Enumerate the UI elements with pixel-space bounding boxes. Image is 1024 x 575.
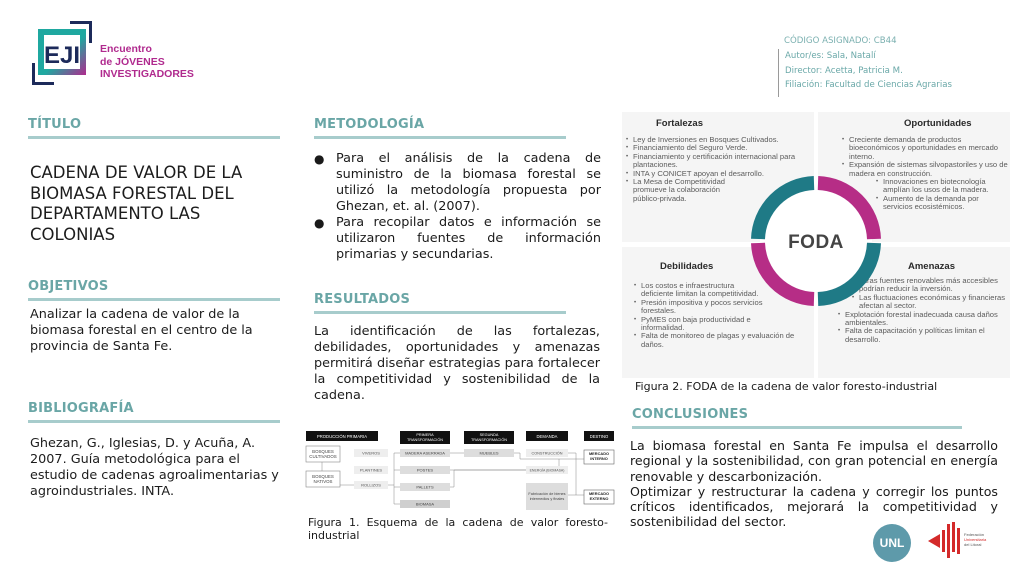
figure1-caption: Figura 1. Esquema de la cadena de valor foresto-industrial [308,516,608,542]
figure2-caption: Figura 2. FODA de la cadena de valor foresto-industrial [635,380,938,393]
fortalezas-title: Fortalezas [656,118,703,129]
header-primera: PRIMERA TRANSFORMACIÓN [406,432,444,442]
header-destino: DESTINO [589,434,609,439]
fortalezas-item: • Financiamiento y certificación internacional para plantaciones. [626,153,811,170]
affiliation: Filiación: Facultad de Ciencias Agrarias [785,80,952,90]
resultados-text: La identificación de las fortalezas, debilidades, oportunidades y amenazas permitirá diseñar estrategias para fortalecer la competitividad y sostenibilidad de la cadena. [314,324,600,403]
conclusiones-paragraph: Optimizar y restructurar la cadena y corregir los puntos críticos identificados, mejorará la competitividad y sostenibilidad del sector. [630,483,998,530]
value-chain-diagram [304,429,616,515]
ful-line: del Litoral [964,542,982,547]
eji-logo-lettering: EJI [43,42,81,69]
demand-fabricacion: Fabricación de bienes intermedios y finales [528,491,566,501]
source-nativos: BOSQUES NATIVOS [312,473,334,484]
ful-logo-mark [926,520,996,562]
amenazas-item: • Falta de capacitación y políticas limitan el desarrollo. [838,327,1008,344]
eji-logo-mark [30,19,96,85]
amenazas-item: • Explotación forestal inadecuada causa daños ambientales. [838,311,1008,328]
fortalezas-item: • INTA y CONICET apoyan el desarrollo. [626,170,811,178]
fortalezas-item: • Financiamiento del Seguro Verde. [626,144,811,152]
logo-line: Encuentro [100,43,152,55]
dest-interno: MERCADO INTERNO [588,451,610,461]
bibliografia-heading: BIBLIOGRAFÍA [28,401,280,423]
amenazas-item: • Otras fuentes renovables más accesibles podrían reducir la inversión. [852,277,1008,294]
debilidades-item: • PyMES con baja productividad e informalidad. [634,316,774,333]
metodologia-item: ● Para el análisis de la cadena de suministro de la biomasa forestal se utilizó la metodología propuesta por Ghezan, et. al. (2007). [314,151,601,214]
author: Autor/es: Sala, Natalí [785,51,876,61]
foda-center-label: FODA [788,232,844,253]
oportunidades-item: • Creciente demanda de productos bioeconómicos y oportunidades en mercado interno. [842,136,1008,161]
bullet-icon: ● [314,216,325,230]
conclusiones-paragraph: La biomasa forestal en Santa Fe impulsa el desarrollo regional y la sostenibilidad, con gran potencial en energía renovable y descarbonización. [630,438,998,484]
primary-plantines: PLANTINES [359,467,383,473]
conclusiones-text [630,438,998,530]
eji-logo-text [100,43,194,81]
fortalezas-item: • Ley de Inversiones en Bosques Cultivados. [626,136,811,144]
logo-line: de JÓVENES [100,55,165,68]
objetivos-heading: OBJETIVOS [28,279,280,301]
demand-energia: ENERGÍA (BIOMASA) [529,468,565,473]
header-produccion: PRODUCCIÓN PRIMARIA [316,434,368,439]
amenazas-title: Amenazas [908,261,955,272]
oportunidades-item: • Aumento de la demanda por servicios ecosistémicos. [876,195,1008,212]
dest-externo: MERCADO EXTERNO [588,491,610,501]
director: Director: Acetta, Patricia M. [785,65,903,76]
first-madera: MADERA ASERRADA [405,450,445,456]
eji-logo [30,19,200,85]
conclusiones-heading: CONCLUSIONES [632,407,962,429]
first-pallets: PALLETS [416,484,434,490]
foda-figure [622,112,1010,378]
first-postes: POSTES [416,467,434,473]
amenazas-item: • Las fluctuaciones económicas y financieras afectan al sector. [852,294,1008,311]
oportunidades-item: • Innovaciones en biotecnología amplían los usos de la madera. [876,178,1008,195]
poster-title: CADENA DE VALOR DE LA BIOMASA FORESTAL DEL DEPARTAMENTO LAS COLONIAS [30,163,243,244]
bibliografia-text: Ghezan, G., Iglesias, D. y Acuña, A. 2007. Guía metodológica para el estudio de cadenas agroalimentarias y agroindustriales. INTA. [30,436,279,499]
objetivos-text: Analizar la cadena de valor de la biomasa forestal en el centro de la provincia de Santa Fe. [30,307,253,354]
header-demanda: DEMANDA [536,434,558,439]
fortalezas-item: • La Mesa de Competitividad promueve la colaboración público-privada. [626,178,736,203]
assigned-code: CÓDIGO ASIGNADO: CB44 [784,36,897,46]
resultados-heading: RESULTADOS [314,292,566,314]
ful-line: Federación [964,532,985,537]
unl-logo: UNL [873,524,911,562]
metodologia-heading: METODOLOGÍA [314,117,566,139]
debilidades-title: Debilidades [660,261,714,272]
primary-viveros: VIVEROS [362,450,380,456]
header-segunda: SEGUNDA TRANSFORMACIÓN [470,432,508,442]
second-muebles: MUEBLES [479,450,499,456]
oportunidades-title: Oportunidades [904,118,972,129]
ful-line: Universitaria [964,537,987,542]
source-cultivados: BOSQUES CULTIVADOS [309,448,337,459]
metodologia-item: ● Para recopilar datos e información se utilizaron fuentes de información primarias y secundarias. [314,215,601,262]
author-info [778,49,952,97]
debilidades-item: • Presión impositiva y pocos servicios forestales. [634,299,774,316]
ful-logo [926,520,996,562]
oportunidades-item: • Expansión de sistemas silvopastoriles y uso de madera en construcción. [842,161,1008,178]
bullet-icon: ● [314,152,325,166]
diagram-headers [306,431,614,444]
first-biomasa: BIOMASA [415,501,435,507]
demand-construccion: CONSTRUCCIÓN [531,451,563,456]
value-chain-svg [304,429,616,515]
debilidades-item: • Los costos e infraestructura deficiente limitan la competitividad. [634,282,764,299]
metodologia-list [314,151,601,263]
logo-line: INVESTIGADORES [100,68,194,80]
debilidades-item: • Falta de monitoreo de plagas y evaluación de daños. [634,332,812,349]
primary-rollizos: ROLLIZOS [361,482,381,488]
titulo-heading: TÍTULO [28,117,280,139]
